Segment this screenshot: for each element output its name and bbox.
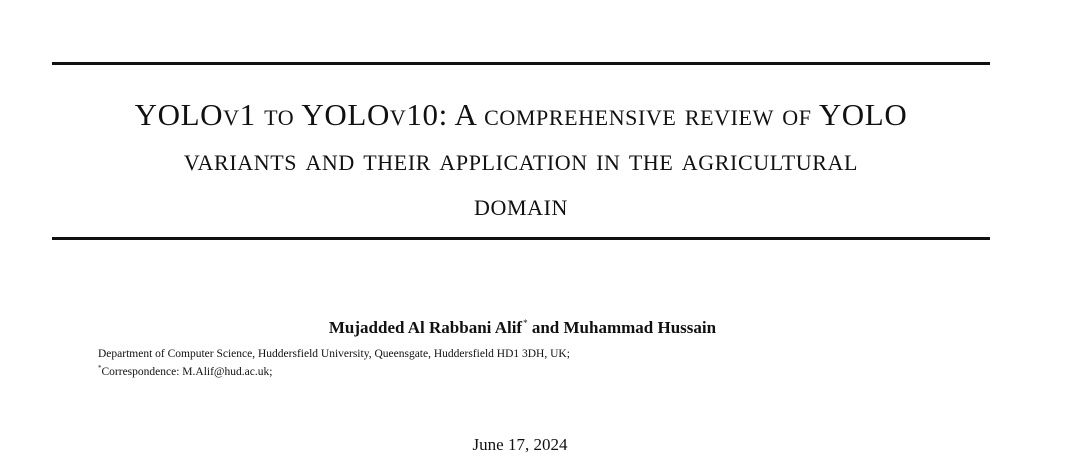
title-line-2: variants and their application in the agricultural — [183, 142, 859, 177]
affiliation-block — [98, 347, 570, 379]
paper-title — [52, 92, 990, 227]
publication-date: June 17, 2024 — [472, 435, 568, 454]
author-connector: and — [531, 318, 560, 337]
author-list — [0, 312, 1045, 339]
title-top-rule — [52, 62, 990, 65]
author-first: Mujadded Al Rabbani Alif — [328, 318, 523, 337]
corresponding-author-mark: * — [523, 318, 528, 328]
correspondence-line — [98, 361, 570, 379]
title-bottom-rule — [52, 237, 990, 240]
correspondence-text: Correspondence: M.Alif@hud.ac.uk; — [101, 366, 273, 378]
affiliation-department: Department of Computer Science, Huddersfield University, Queensgate, Huddersfield HD1 3DH, UK; — [98, 348, 570, 360]
correspondence-mark: * — [98, 364, 102, 372]
title-line-1: YOLOv1 to YOLOv10: A comprehensive review of YOLO — [134, 97, 908, 132]
title-line-3: domain — [473, 187, 569, 222]
author-second: Muhammad Hussain — [563, 318, 717, 337]
